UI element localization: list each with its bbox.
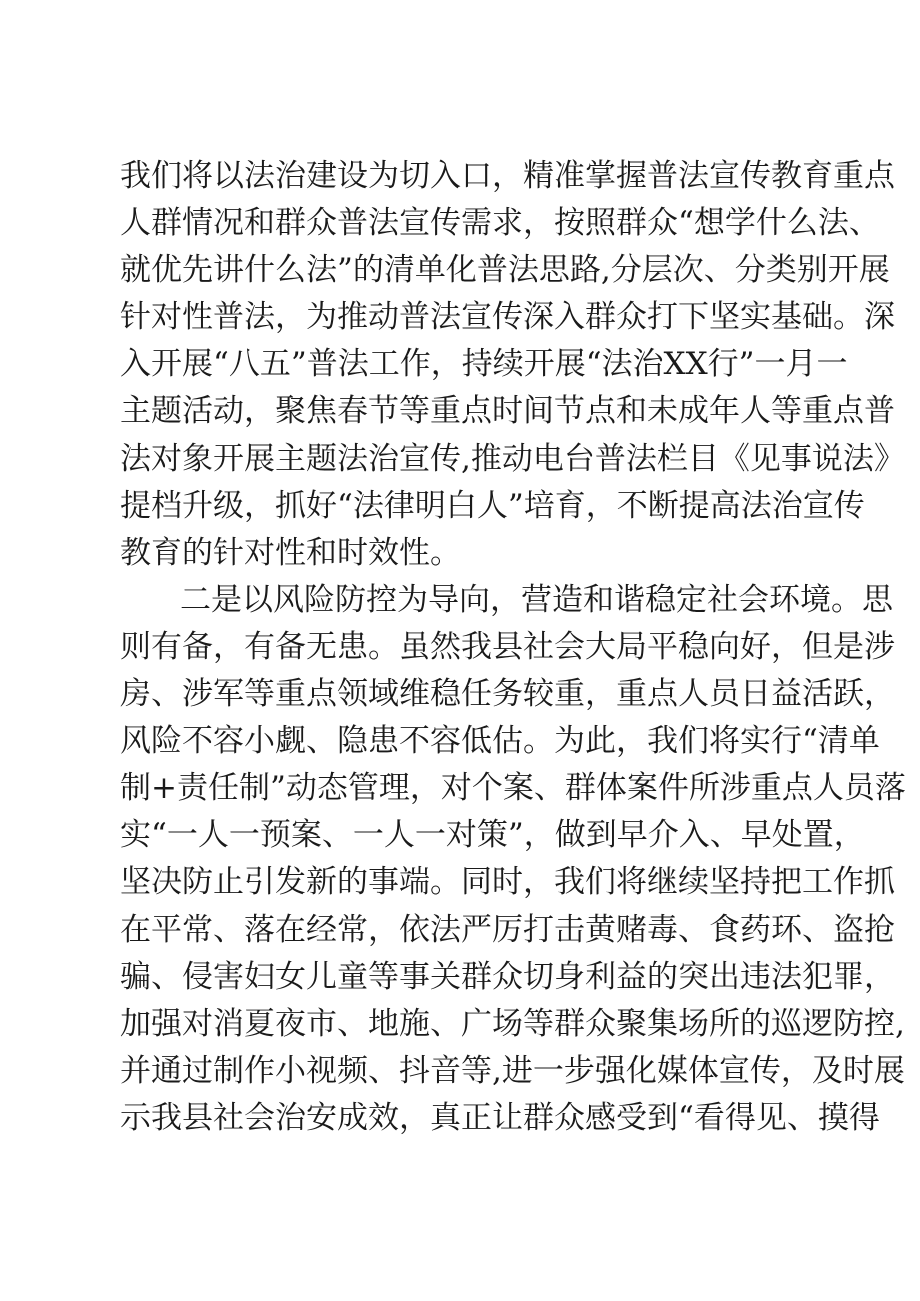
text-line: 风险不容小觑、隐患不容低估。为此，我们将实行“清单	[120, 723, 880, 760]
text-line: 制+责任制”动态管理，对个案、群体案件所涉重点人员落	[120, 770, 906, 807]
text-line: 房、涉军等重点领域维稳任务较重，重点人员日益活跃，	[120, 676, 895, 713]
document-body	[120, 153, 906, 1142]
text-line: 并通过制作小视频、抖音等,进一步强化媒体宣传，及时展	[120, 1052, 905, 1089]
text-line: 教育的针对性和时效性。	[120, 534, 461, 571]
paragraph-p1	[120, 153, 905, 577]
text-line: 人群情况和群众普法宣传需求，按照群众“想学什么法、	[120, 205, 880, 242]
text-line: 加强对消夏夜市、地施、广场等群众聚集场所的巡逻防控,	[120, 1005, 905, 1042]
paragraph-p2	[120, 577, 906, 1142]
text-line: 则有备，有备无患。虽然我县社会大局平稳向好，但是涉	[120, 628, 895, 665]
text-line: 实“一人一预案、一人一对策”，做到早介入、早处置，	[120, 817, 865, 854]
text-line: 提档升级，抓好“法律明白人”培育，不断提高法治宣传	[120, 487, 865, 524]
text-line: 我们将以法治建设为切入口，精准掌握普法宣传教育重点	[120, 158, 895, 194]
text-line: 二是以风险防控为导向，营造和谐稳定社会环境。思	[180, 581, 893, 618]
text-line: 骗、侵害妇女儿童等事关群众切身利益的突出违法犯罪，	[120, 958, 895, 995]
text-line: 主题活动，聚焦春节等重点时间节点和未成年人等重点普	[120, 393, 895, 430]
text-line: 针对性普法，为推动普法宣传深入群众打下坚实基础。深	[120, 299, 895, 336]
text-line: 坚决防止引发新的事端。同时，我们将继续坚持把工作抓	[120, 864, 895, 901]
text-line: 示我县社会治安成效，真正让群众感受到“看得见、摸得	[120, 1099, 880, 1136]
text-line: 就优先讲什么法”的清单化普法思路,分层次、分类别开展	[120, 252, 890, 289]
text-line: 法对象开展主题法治宣传,推动电台普法栏目《见事说法》	[120, 440, 905, 477]
text-line: 入开展“八五”普法工作，持续开展“法治XX行”一月一	[120, 346, 848, 383]
text-line: 在平常、落在经常，依法严厉打击黄赌毒、食药环、盗抢	[120, 911, 895, 948]
